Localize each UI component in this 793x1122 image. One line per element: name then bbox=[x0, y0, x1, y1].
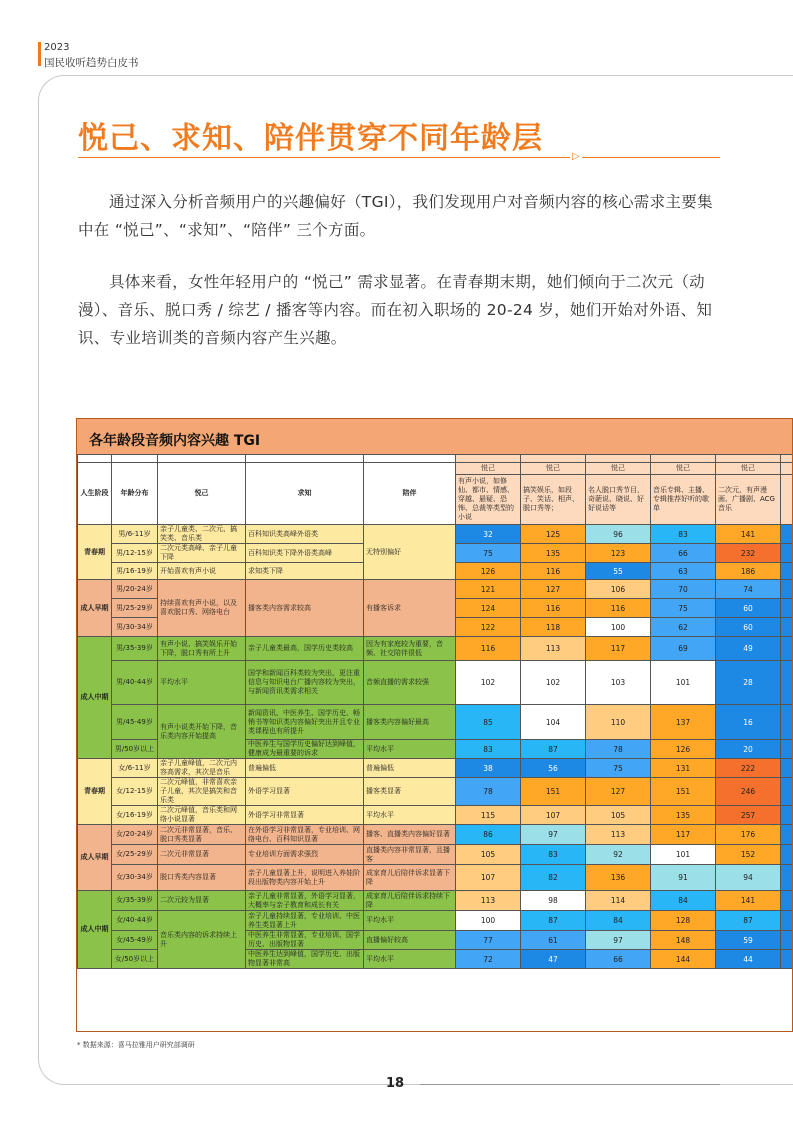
tgi-value: 101 bbox=[651, 845, 716, 865]
tgi-value: 116 bbox=[586, 599, 651, 618]
tgi-value: 116 bbox=[521, 599, 586, 618]
tgi-value: 151 bbox=[521, 778, 586, 806]
life-stage-label: 青春期 bbox=[78, 759, 112, 825]
qiuzhi-cell: 亲子儿童持续显著，专业培训、中医养生类显著上升 bbox=[246, 911, 364, 931]
overflow-cell bbox=[781, 806, 793, 825]
spacer-cell bbox=[246, 455, 364, 463]
tgi-value: 127 bbox=[586, 778, 651, 806]
peiban-cell: 音频直播的需求较强 bbox=[364, 661, 456, 705]
tgi-value: 126 bbox=[651, 740, 716, 759]
header-yueji: 悦己 bbox=[158, 463, 246, 525]
tgi-value: 83 bbox=[456, 740, 521, 759]
tgi-value: 97 bbox=[521, 825, 586, 845]
tgi-table bbox=[77, 454, 793, 969]
qiuzhi-cell: 播客类内容需求较高 bbox=[246, 580, 364, 637]
tgi-value: 74 bbox=[716, 580, 781, 599]
spacer-cell bbox=[158, 455, 246, 463]
heading-underline bbox=[78, 157, 720, 158]
table-row bbox=[78, 806, 793, 825]
age-cell: 男/30-34岁 bbox=[112, 618, 158, 637]
table-title: 各年龄段音频内容兴趣 TGI bbox=[77, 419, 792, 454]
tgi-value: 86 bbox=[456, 825, 521, 845]
age-cell: 女/50岁以上 bbox=[112, 950, 158, 969]
yueji-cell: 平均水平 bbox=[158, 661, 246, 705]
header-peiban: 陪伴 bbox=[364, 463, 456, 525]
tgi-value: 257 bbox=[716, 806, 781, 825]
overflow-cell bbox=[781, 911, 793, 931]
tgi-value: 100 bbox=[586, 618, 651, 637]
metric-name: 名人脱口秀节目，奇葩说、晓说、好好说话等 bbox=[586, 475, 651, 525]
tgi-value: 28 bbox=[716, 661, 781, 705]
metric-name: 二次元，有声漫画、广播剧、ACG音乐 bbox=[716, 475, 781, 525]
age-cell: 女/30-34岁 bbox=[112, 865, 158, 891]
overflow-cell bbox=[781, 740, 793, 759]
tgi-value: 107 bbox=[456, 865, 521, 891]
overflow-cell bbox=[781, 759, 793, 778]
qiuzhi-cell: 百科知识类下降外语类高峰 bbox=[246, 544, 364, 563]
peiban-cell: 无特别偏好 bbox=[364, 525, 456, 580]
tgi-value: 55 bbox=[586, 563, 651, 580]
peiban-cell: 播客类内容偏好最高 bbox=[364, 705, 456, 740]
overflow-cell bbox=[781, 637, 793, 661]
tgi-value: 87 bbox=[521, 740, 586, 759]
tgi-value: 123 bbox=[586, 544, 651, 563]
tgi-table-panel bbox=[76, 418, 793, 1032]
life-stage-label: 成人中期 bbox=[78, 891, 112, 969]
yueji-cell: 音乐类内容的诉求持续上升 bbox=[158, 911, 246, 969]
overflow-cell bbox=[781, 661, 793, 705]
age-cell: 女/6-11岁 bbox=[112, 759, 158, 778]
page-number: 18 bbox=[386, 1076, 405, 1091]
tgi-value: 125 bbox=[521, 525, 586, 544]
tgi-value: 152 bbox=[716, 845, 781, 865]
yueji-cell: 亲子儿童类、二次元、搞笑类、音乐类 bbox=[158, 525, 246, 544]
overflow-cell bbox=[781, 931, 793, 950]
tgi-value: 104 bbox=[521, 705, 586, 740]
table-row bbox=[78, 825, 793, 845]
tgi-value: 66 bbox=[586, 950, 651, 969]
qiuzhi-cell: 中医养生达到峰值，国学历史、出版物显著非常高 bbox=[246, 950, 364, 969]
yueji-cell: 二次元类高峰、亲子儿童下降 bbox=[158, 544, 246, 563]
table-row bbox=[78, 759, 793, 778]
tgi-value: 20 bbox=[716, 740, 781, 759]
age-cell: 男/6-11岁 bbox=[112, 525, 158, 544]
qiuzhi-cell: 新闻资讯、中医养生、国学历史、畅销书等知识类内容偏好突出并且专业类课程也有所提升 bbox=[246, 705, 364, 740]
tgi-value: 66 bbox=[651, 544, 716, 563]
tgi-value: 106 bbox=[586, 580, 651, 599]
yueji-cell: 二次元非常显著，音乐、脱口秀类显著 bbox=[158, 825, 246, 845]
tgi-value: 148 bbox=[651, 931, 716, 950]
tgi-value: 72 bbox=[456, 950, 521, 969]
yueji-cell: 有声小说、搞笑娱乐开始下降，脱口秀有所上升 bbox=[158, 637, 246, 661]
tgi-value: 113 bbox=[456, 891, 521, 911]
table-row bbox=[78, 865, 793, 891]
tgi-value: 232 bbox=[716, 544, 781, 563]
tgi-value: 116 bbox=[456, 637, 521, 661]
age-cell: 女/20-24岁 bbox=[112, 825, 158, 845]
qiuzhi-cell: 国学和新闻百科类较为突出，更注重信息与知识电台广播内容较为突出，与新闻资讯类需求相关 bbox=[246, 661, 364, 705]
footer-line-right bbox=[420, 1084, 720, 1085]
qiuzhi-cell: 外语学习非常显著 bbox=[246, 806, 364, 825]
tgi-value: 84 bbox=[651, 891, 716, 911]
source-note: * 数据来源：喜马拉雅用户研究部调研 bbox=[77, 1041, 195, 1049]
tgi-value: 105 bbox=[456, 845, 521, 865]
overflow-cell bbox=[781, 525, 793, 544]
tgi-value: 102 bbox=[456, 661, 521, 705]
table-row bbox=[78, 637, 793, 661]
overflow-cell bbox=[781, 865, 793, 891]
tgi-value: 59 bbox=[716, 931, 781, 950]
peiban-cell: 有播客诉求 bbox=[364, 580, 456, 637]
qiuzhi-cell: 专业培训方面需求强烈 bbox=[246, 845, 364, 865]
qiuzhi-cell: 中医养生非常显著，专业培训、国学历史、出版物显著 bbox=[246, 931, 364, 950]
yueji-cell: 持续喜欢有声小说，以及喜欢脱口秀、网络电台 bbox=[158, 580, 246, 637]
spacer-cell bbox=[456, 455, 521, 463]
tgi-value: 44 bbox=[716, 950, 781, 969]
tgi-value: 70 bbox=[651, 580, 716, 599]
tgi-value: 100 bbox=[456, 911, 521, 931]
peiban-cell: 成家育儿后陪伴诉求持续下降 bbox=[364, 891, 456, 911]
tgi-value: 83 bbox=[521, 845, 586, 865]
tgi-value: 117 bbox=[586, 637, 651, 661]
metric-name-overflow bbox=[781, 475, 793, 525]
tgi-value: 56 bbox=[521, 759, 586, 778]
tgi-value: 47 bbox=[521, 950, 586, 969]
age-cell: 女/40-44岁 bbox=[112, 911, 158, 931]
tgi-value: 91 bbox=[651, 865, 716, 891]
tgi-value: 94 bbox=[716, 865, 781, 891]
tgi-value: 62 bbox=[651, 618, 716, 637]
yueji-cell: 脱口秀类内容显著 bbox=[158, 865, 246, 891]
spacer-cell bbox=[78, 455, 112, 463]
tgi-value: 75 bbox=[651, 599, 716, 618]
tgi-value: 32 bbox=[456, 525, 521, 544]
tgi-value: 135 bbox=[651, 806, 716, 825]
metric-name: 音乐专辑、主播、专辑推荐好听的歌单 bbox=[651, 475, 716, 525]
qiuzhi-cell: 求知类下降 bbox=[246, 563, 364, 580]
tgi-value: 127 bbox=[521, 580, 586, 599]
table-row bbox=[78, 911, 793, 931]
header-qiuzhi: 求知 bbox=[246, 463, 364, 525]
table-row bbox=[78, 845, 793, 865]
qiuzhi-cell: 外语学习显著 bbox=[246, 778, 364, 806]
age-cell: 女/25-29岁 bbox=[112, 845, 158, 865]
tgi-value: 97 bbox=[586, 931, 651, 950]
yueji-cell: 二次元较为显著 bbox=[158, 891, 246, 911]
tgi-value: 96 bbox=[586, 525, 651, 544]
spacer-cell bbox=[112, 455, 158, 463]
table-row bbox=[78, 661, 793, 705]
table-row bbox=[78, 778, 793, 806]
header-title: 国民收听趋势白皮书 bbox=[44, 57, 139, 69]
tgi-value: 113 bbox=[586, 825, 651, 845]
tgi-value: 115 bbox=[456, 806, 521, 825]
qiuzhi-cell: 亲子儿童类最高，国学历史类较高 bbox=[246, 637, 364, 661]
tgi-value: 102 bbox=[521, 661, 586, 705]
peiban-cell: 播客、直播类内容偏好显著 bbox=[364, 825, 456, 845]
tgi-value: 78 bbox=[586, 740, 651, 759]
tgi-value: 222 bbox=[716, 759, 781, 778]
peiban-cell: 因为有家庭较为重要，音频、社交陪伴很低 bbox=[364, 637, 456, 661]
table-row bbox=[78, 525, 793, 544]
tgi-value: 38 bbox=[456, 759, 521, 778]
overflow-cell bbox=[781, 544, 793, 563]
peiban-cell: 播客类显著 bbox=[364, 778, 456, 806]
tgi-value: 61 bbox=[521, 931, 586, 950]
tgi-value: 107 bbox=[521, 806, 586, 825]
tgi-value: 87 bbox=[521, 911, 586, 931]
age-cell: 男/50岁以上 bbox=[112, 740, 158, 759]
overflow-cell bbox=[781, 599, 793, 618]
table-row bbox=[78, 580, 793, 599]
metric-category: 悦己 bbox=[586, 463, 651, 475]
tgi-value: 144 bbox=[651, 950, 716, 969]
spacer-cell bbox=[521, 455, 586, 463]
tgi-value: 141 bbox=[716, 525, 781, 544]
life-stage-label: 青春期 bbox=[78, 525, 112, 580]
intro-paragraph: 通过深入分析音频用户的兴趣偏好（TGI），我们发现用户对音频内容的核心需求主要集中在 “悦己”、“求知”、“陪伴” 三个方面。 bbox=[78, 193, 713, 239]
tgi-value: 63 bbox=[651, 563, 716, 580]
tgi-value: 151 bbox=[651, 778, 716, 806]
qiuzhi-cell: 百科知识类高峰外语类 bbox=[246, 525, 364, 544]
tgi-value: 122 bbox=[456, 618, 521, 637]
overflow-cell bbox=[781, 950, 793, 969]
yueji-cell: 二次元峰值，非常喜欢亲子儿童，其次是搞笑和音乐类 bbox=[158, 778, 246, 806]
spacer-cell bbox=[716, 455, 781, 463]
age-cell: 男/35-39岁 bbox=[112, 637, 158, 661]
tgi-value: 124 bbox=[456, 599, 521, 618]
peiban-cell: 成家育儿后陪伴诉求显著下降 bbox=[364, 865, 456, 891]
overflow-cell bbox=[781, 891, 793, 911]
tgi-value: 126 bbox=[456, 563, 521, 580]
age-cell: 女/12-15岁 bbox=[112, 778, 158, 806]
tgi-value: 246 bbox=[716, 778, 781, 806]
yueji-cell: 开始喜欢有声小说 bbox=[158, 563, 246, 580]
metric-name: 有声小说，如修仙、都市、情感、穿越、悬疑、恐怖、总裁等类型的小说 bbox=[456, 475, 521, 525]
tgi-value: 49 bbox=[716, 637, 781, 661]
peiban-cell: 平均水平 bbox=[364, 911, 456, 931]
tgi-value: 92 bbox=[586, 845, 651, 865]
metric-category: 悦己 bbox=[651, 463, 716, 475]
age-cell: 男/20-24岁 bbox=[112, 580, 158, 599]
table-row bbox=[78, 705, 793, 740]
yueji-cell: 有声小说类开始下降，音乐类内容开始提高 bbox=[158, 705, 246, 759]
tgi-value: 131 bbox=[651, 759, 716, 778]
peiban-cell: 普遍偏低 bbox=[364, 759, 456, 778]
overflow-cell bbox=[781, 705, 793, 740]
header-year: 2023 bbox=[44, 42, 70, 53]
header-stage: 人生阶段 bbox=[78, 463, 112, 525]
age-cell: 男/25-29岁 bbox=[112, 599, 158, 618]
spacer-cell bbox=[586, 455, 651, 463]
tgi-value: 82 bbox=[521, 865, 586, 891]
spacer-cell bbox=[364, 455, 456, 463]
play-arrow-icon: ▷ bbox=[572, 151, 580, 162]
tgi-value: 83 bbox=[651, 525, 716, 544]
tgi-value: 101 bbox=[651, 661, 716, 705]
tgi-value: 137 bbox=[651, 705, 716, 740]
overflow-cell bbox=[781, 580, 793, 599]
tgi-value: 121 bbox=[456, 580, 521, 599]
qiuzhi-cell: 亲子儿童显著上升，说明进入养娃阶段出版物类内容开始上升 bbox=[246, 865, 364, 891]
metric-category: 悦己 bbox=[456, 463, 521, 475]
spacer-cell bbox=[651, 455, 716, 463]
overflow-cell bbox=[781, 563, 793, 580]
metric-category-overflow bbox=[781, 463, 793, 475]
peiban-cell: 直播类内容非常显著，且播客 bbox=[364, 845, 456, 865]
overflow-cell bbox=[781, 825, 793, 845]
spacer-cell bbox=[781, 455, 793, 463]
age-cell: 男/45-49岁 bbox=[112, 705, 158, 740]
tgi-value: 116 bbox=[521, 563, 586, 580]
yueji-cell: 二次元峰值，音乐类和网络小说显著 bbox=[158, 806, 246, 825]
tgi-value: 103 bbox=[586, 661, 651, 705]
tgi-value: 105 bbox=[586, 806, 651, 825]
tgi-value: 136 bbox=[586, 865, 651, 891]
tgi-value: 78 bbox=[456, 778, 521, 806]
peiban-cell: 直播偏好较高 bbox=[364, 931, 456, 950]
tgi-value: 186 bbox=[716, 563, 781, 580]
qiuzhi-cell: 普遍偏低 bbox=[246, 759, 364, 778]
tgi-value: 77 bbox=[456, 931, 521, 950]
tgi-value: 87 bbox=[716, 911, 781, 931]
qiuzhi-cell: 亲子儿童非常显著，外语学习显著，大概率与亲子教育和成长有关 bbox=[246, 891, 364, 911]
age-cell: 男/40-44岁 bbox=[112, 661, 158, 705]
peiban-cell: 平均水平 bbox=[364, 740, 456, 759]
overflow-cell bbox=[781, 618, 793, 637]
qiuzhi-cell: 中医养生与国学历史偏好达到峰值，健康成为最重要的诉求 bbox=[246, 740, 364, 759]
header-accent-bar bbox=[38, 42, 41, 66]
life-stage-label: 成人中期 bbox=[78, 637, 112, 759]
yueji-cell: 亲子儿童峰值，二次元内容高需求，其次是音乐 bbox=[158, 759, 246, 778]
tgi-value: 60 bbox=[716, 599, 781, 618]
life-stage-label: 成人早期 bbox=[78, 580, 112, 637]
age-cell: 男/16-19岁 bbox=[112, 563, 158, 580]
tgi-value: 60 bbox=[716, 618, 781, 637]
tgi-value: 117 bbox=[651, 825, 716, 845]
metric-category: 悦己 bbox=[716, 463, 781, 475]
peiban-cell: 平均水平 bbox=[364, 806, 456, 825]
age-cell: 女/16-19岁 bbox=[112, 806, 158, 825]
tgi-value: 176 bbox=[716, 825, 781, 845]
table-row bbox=[78, 891, 793, 911]
tgi-value: 75 bbox=[586, 759, 651, 778]
tgi-value: 84 bbox=[586, 911, 651, 931]
tgi-value: 75 bbox=[456, 544, 521, 563]
tgi-value: 141 bbox=[716, 891, 781, 911]
tgi-value: 85 bbox=[456, 705, 521, 740]
age-cell: 女/45-49岁 bbox=[112, 931, 158, 950]
tgi-value: 98 bbox=[521, 891, 586, 911]
metric-name: 搞笑娱乐，如段子、笑话、相声、脱口秀等； bbox=[521, 475, 586, 525]
age-cell: 男/12-15岁 bbox=[112, 544, 158, 563]
tgi-value: 110 bbox=[586, 705, 651, 740]
metric-category: 悦己 bbox=[521, 463, 586, 475]
life-stage-label: 成人早期 bbox=[78, 825, 112, 891]
page-heading: 悦己、求知、陪伴贯穿不同年龄层 bbox=[78, 121, 543, 156]
overflow-cell bbox=[781, 778, 793, 806]
tgi-value: 69 bbox=[651, 637, 716, 661]
tgi-value: 118 bbox=[521, 618, 586, 637]
yueji-cell: 二次元非常显著 bbox=[158, 845, 246, 865]
tgi-value: 135 bbox=[521, 544, 586, 563]
qiuzhi-cell: 在外语学习非常显著，专业培训、网络电台、百科知识显著 bbox=[246, 825, 364, 845]
tgi-value: 128 bbox=[651, 911, 716, 931]
detail-paragraph: 具体来看，女性年轻用户的 “悦己” 需求显著。在青春期末期，她们倾向于二次元（动漫）、音乐、脱口秀 / 综艺 / 播客等内容。而在初入职场的 20-24 岁，她们开始对外语、知识、专业培训类的音频内容产生兴趣。 bbox=[78, 273, 713, 347]
tgi-value: 113 bbox=[521, 637, 586, 661]
peiban-cell: 平均水平 bbox=[364, 950, 456, 969]
tgi-value: 16 bbox=[716, 705, 781, 740]
age-cell: 女/35-39岁 bbox=[112, 891, 158, 911]
overflow-cell bbox=[781, 845, 793, 865]
tgi-value: 114 bbox=[586, 891, 651, 911]
header-age: 年龄分布 bbox=[112, 463, 158, 525]
